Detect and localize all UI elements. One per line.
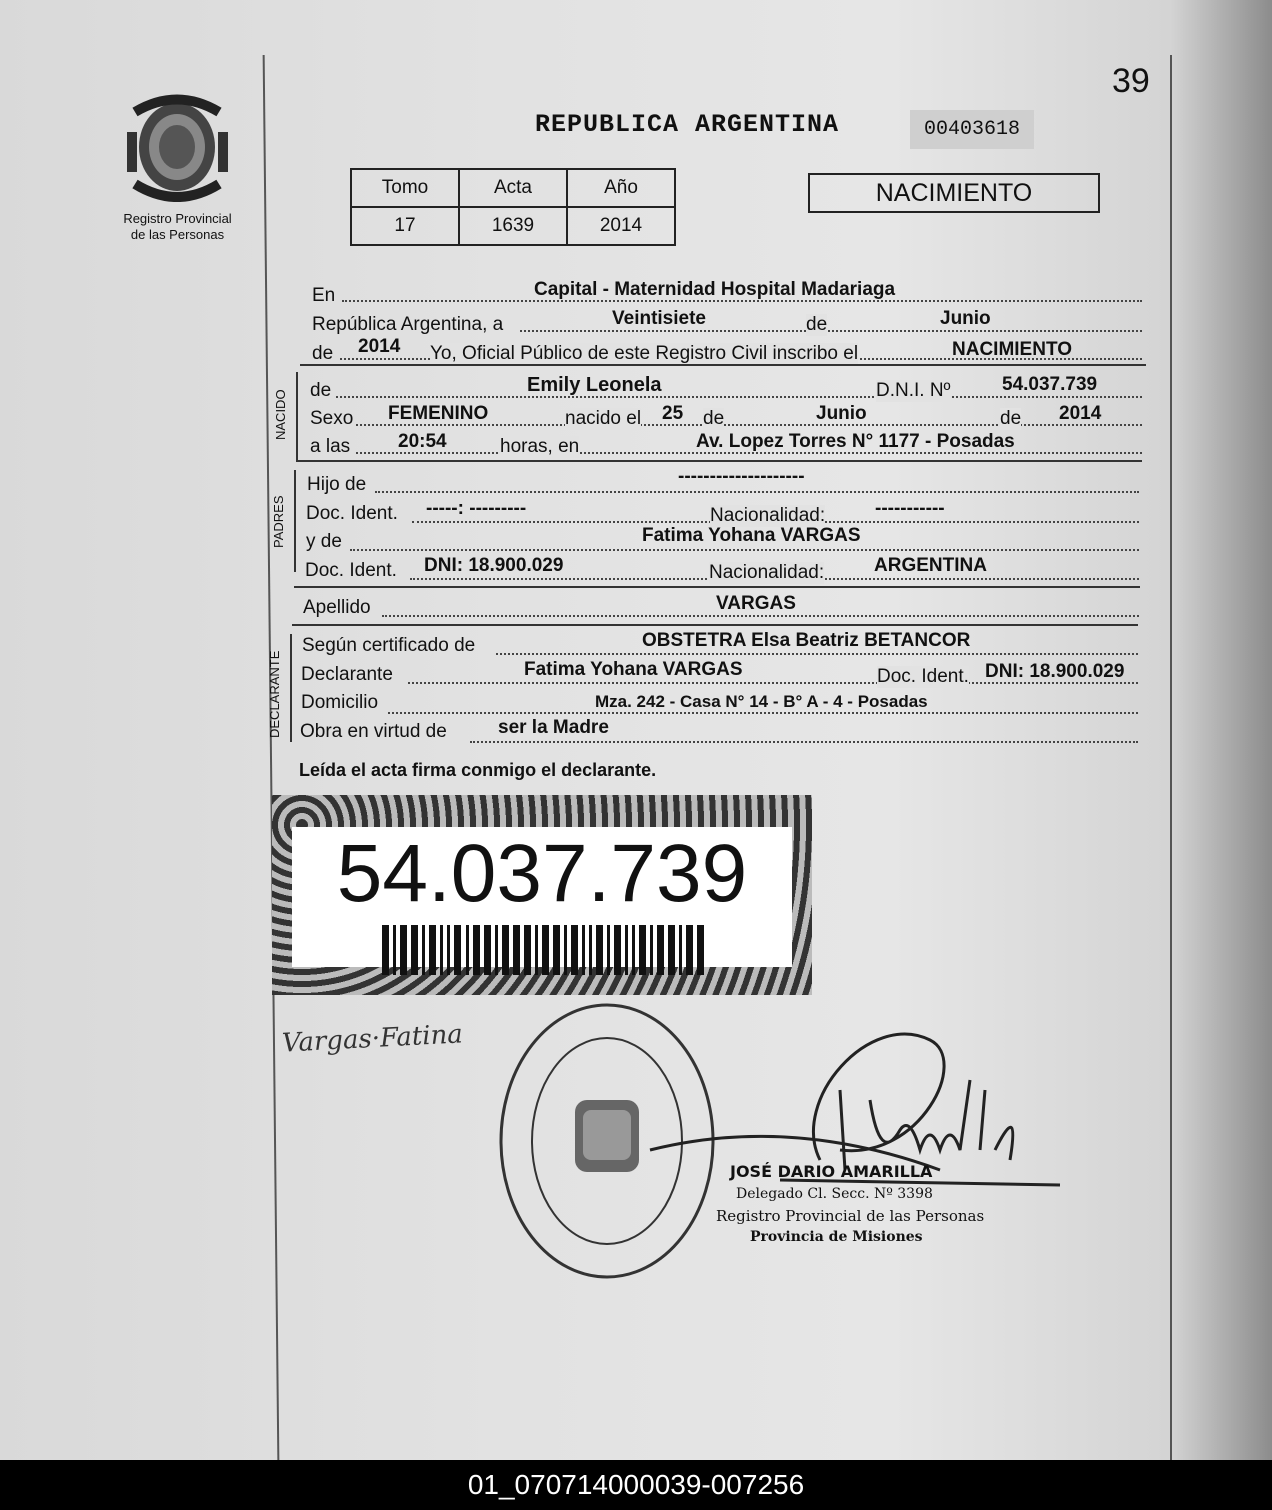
alas-label: a las <box>310 436 351 457</box>
official-registry: Registro Provincial de las Personas <box>716 1207 985 1225</box>
father-doc: -----: --------- <box>426 498 527 519</box>
horas-label: horas, en <box>500 436 580 457</box>
birth-place: Av. Lopez Torres N° 1177 - Posadas <box>696 431 1015 452</box>
obra-label: Obra en virtud de <box>300 721 447 742</box>
dotted-line <box>336 396 1142 398</box>
country-title: REPUBLICA ARGENTINA <box>535 110 840 139</box>
section-rule <box>292 624 1138 626</box>
de2-label: de <box>312 343 334 364</box>
domicilio-value: Mza. 242 - Casa N° 14 - B° A - 4 - Posadas <box>595 692 928 711</box>
month-value: Junio <box>940 308 991 329</box>
barcode-sticker <box>272 795 812 995</box>
birth-time: 20:54 <box>398 431 447 452</box>
de-label: de <box>806 314 828 335</box>
nacido-bar <box>296 372 298 460</box>
record-type-box: NACIMIENTO <box>808 173 1100 213</box>
domicilio-label: Domicilio <box>301 692 379 713</box>
hijo-label: Hijo de <box>307 474 367 495</box>
province-seal-icon <box>125 92 230 202</box>
closing-statement: Leída el acta firma conmigo el declarante. <box>299 760 657 780</box>
official-province: Provincia de Misiones <box>750 1229 923 1245</box>
padres-label: PADRES <box>271 495 286 548</box>
dni-label: D.N.I. Nº <box>876 380 951 401</box>
anio-header: Año <box>567 169 675 207</box>
de-name-label: de <box>310 380 332 401</box>
de-label-3: de <box>1000 408 1022 429</box>
birth-year: 2014 <box>1059 403 1102 424</box>
nacionalidad-label-2: Nacionalidad: <box>709 562 825 583</box>
en-label: En <box>312 285 336 306</box>
decl-doc-label: Doc. Ident. <box>877 666 969 687</box>
dotted-line <box>375 491 1139 493</box>
barcode-number: 54.037.739 <box>336 828 748 919</box>
nacido-label: NACIDO <box>273 389 288 440</box>
cert-value: OBSTETRA Elsa Beatriz BETANCOR <box>642 630 971 651</box>
apellido-value: VARGAS <box>716 593 796 614</box>
apellido-label: Apellido <box>303 597 371 618</box>
dotted-line <box>382 615 1139 617</box>
acta-value: 1639 <box>459 207 567 245</box>
registry-label <box>100 211 255 243</box>
republica-label: República Argentina, a <box>312 314 504 335</box>
page-number: 39 <box>1112 62 1150 100</box>
birth-day: 25 <box>662 403 684 424</box>
mother-doc: DNI: 18.900.029 <box>424 555 564 576</box>
yde-label: y de <box>306 531 342 552</box>
declarante-name: Fatima Yohana VARGAS <box>524 659 743 680</box>
de-label-2: de <box>703 408 725 429</box>
declarante-name-label: Declarante <box>301 664 393 685</box>
barcode-label <box>292 827 792 967</box>
barcode-icon <box>382 925 712 975</box>
sexo-label: Sexo <box>310 408 354 429</box>
declarant-signature: Vargas·Fatina <box>281 1019 464 1059</box>
cert-label: Según certificado de <box>302 635 476 656</box>
child-name: Emily Leonela <box>527 374 662 396</box>
section-rule <box>296 460 1142 462</box>
act-word: NACIMIENTO <box>952 339 1072 360</box>
year-value: 2014 <box>358 336 401 357</box>
anio-value: 2014 <box>567 207 675 245</box>
dotted-line <box>350 549 1139 551</box>
declarante-label: DECLARANTE <box>267 650 282 738</box>
record-table-header <box>351 169 675 207</box>
place-value: Capital - Maternidad Hospital Madariaga <box>534 279 896 300</box>
mother-nationality: ARGENTINA <box>874 555 987 576</box>
mother-name: Fatima Yohana VARGAS <box>642 525 861 546</box>
record-table-values <box>351 207 675 245</box>
obra-value: ser la Madre <box>498 717 609 738</box>
acta-header: Acta <box>459 169 567 207</box>
dotted-line <box>470 741 1138 743</box>
official-name: JOSÉ DARIO AMARILLA <box>730 1162 933 1181</box>
registry-line-1: Registro Provincial <box>123 211 232 226</box>
doc-label-2: Doc. Ident. <box>305 560 397 581</box>
footer-id: 01_070714000039-007256 <box>0 1460 1272 1510</box>
registry-line-2: de las Personas <box>130 227 225 242</box>
serial-number: 00403618 <box>910 110 1034 149</box>
father-name: -------------------- <box>678 466 805 487</box>
sexo-value: FEMENINO <box>388 403 489 424</box>
record-table <box>350 168 676 246</box>
dotted-line <box>520 330 1142 332</box>
section-rule <box>294 586 1140 588</box>
tomo-header: Tomo <box>351 169 459 207</box>
nacido-el-label: nacido el <box>565 408 642 429</box>
padres-bar <box>294 470 296 572</box>
day-word: Veintisiete <box>612 308 706 329</box>
official-title: Delegado Cl. Secc. Nº 3398 <box>736 1186 933 1202</box>
birth-month: Junio <box>816 403 867 424</box>
nacionalidad-label: Nacionalidad: <box>710 505 826 526</box>
dotted-line <box>388 712 1138 714</box>
doc-label: Doc. Ident. <box>306 503 398 524</box>
right-margin-line <box>1170 55 1172 1460</box>
dni-value: 54.037.739 <box>1002 374 1098 395</box>
declarante-bar <box>290 634 292 742</box>
dotted-line <box>496 653 1138 655</box>
official-text: Yo, Oficial Público de este Registro Civil inscribo el <box>430 343 859 364</box>
left-margin-line <box>263 55 280 1460</box>
declarante-doc: DNI: 18.900.029 <box>985 661 1125 682</box>
father-nationality: ----------- <box>875 498 945 519</box>
tomo-value: 17 <box>351 207 459 245</box>
section-rule <box>300 364 1146 366</box>
